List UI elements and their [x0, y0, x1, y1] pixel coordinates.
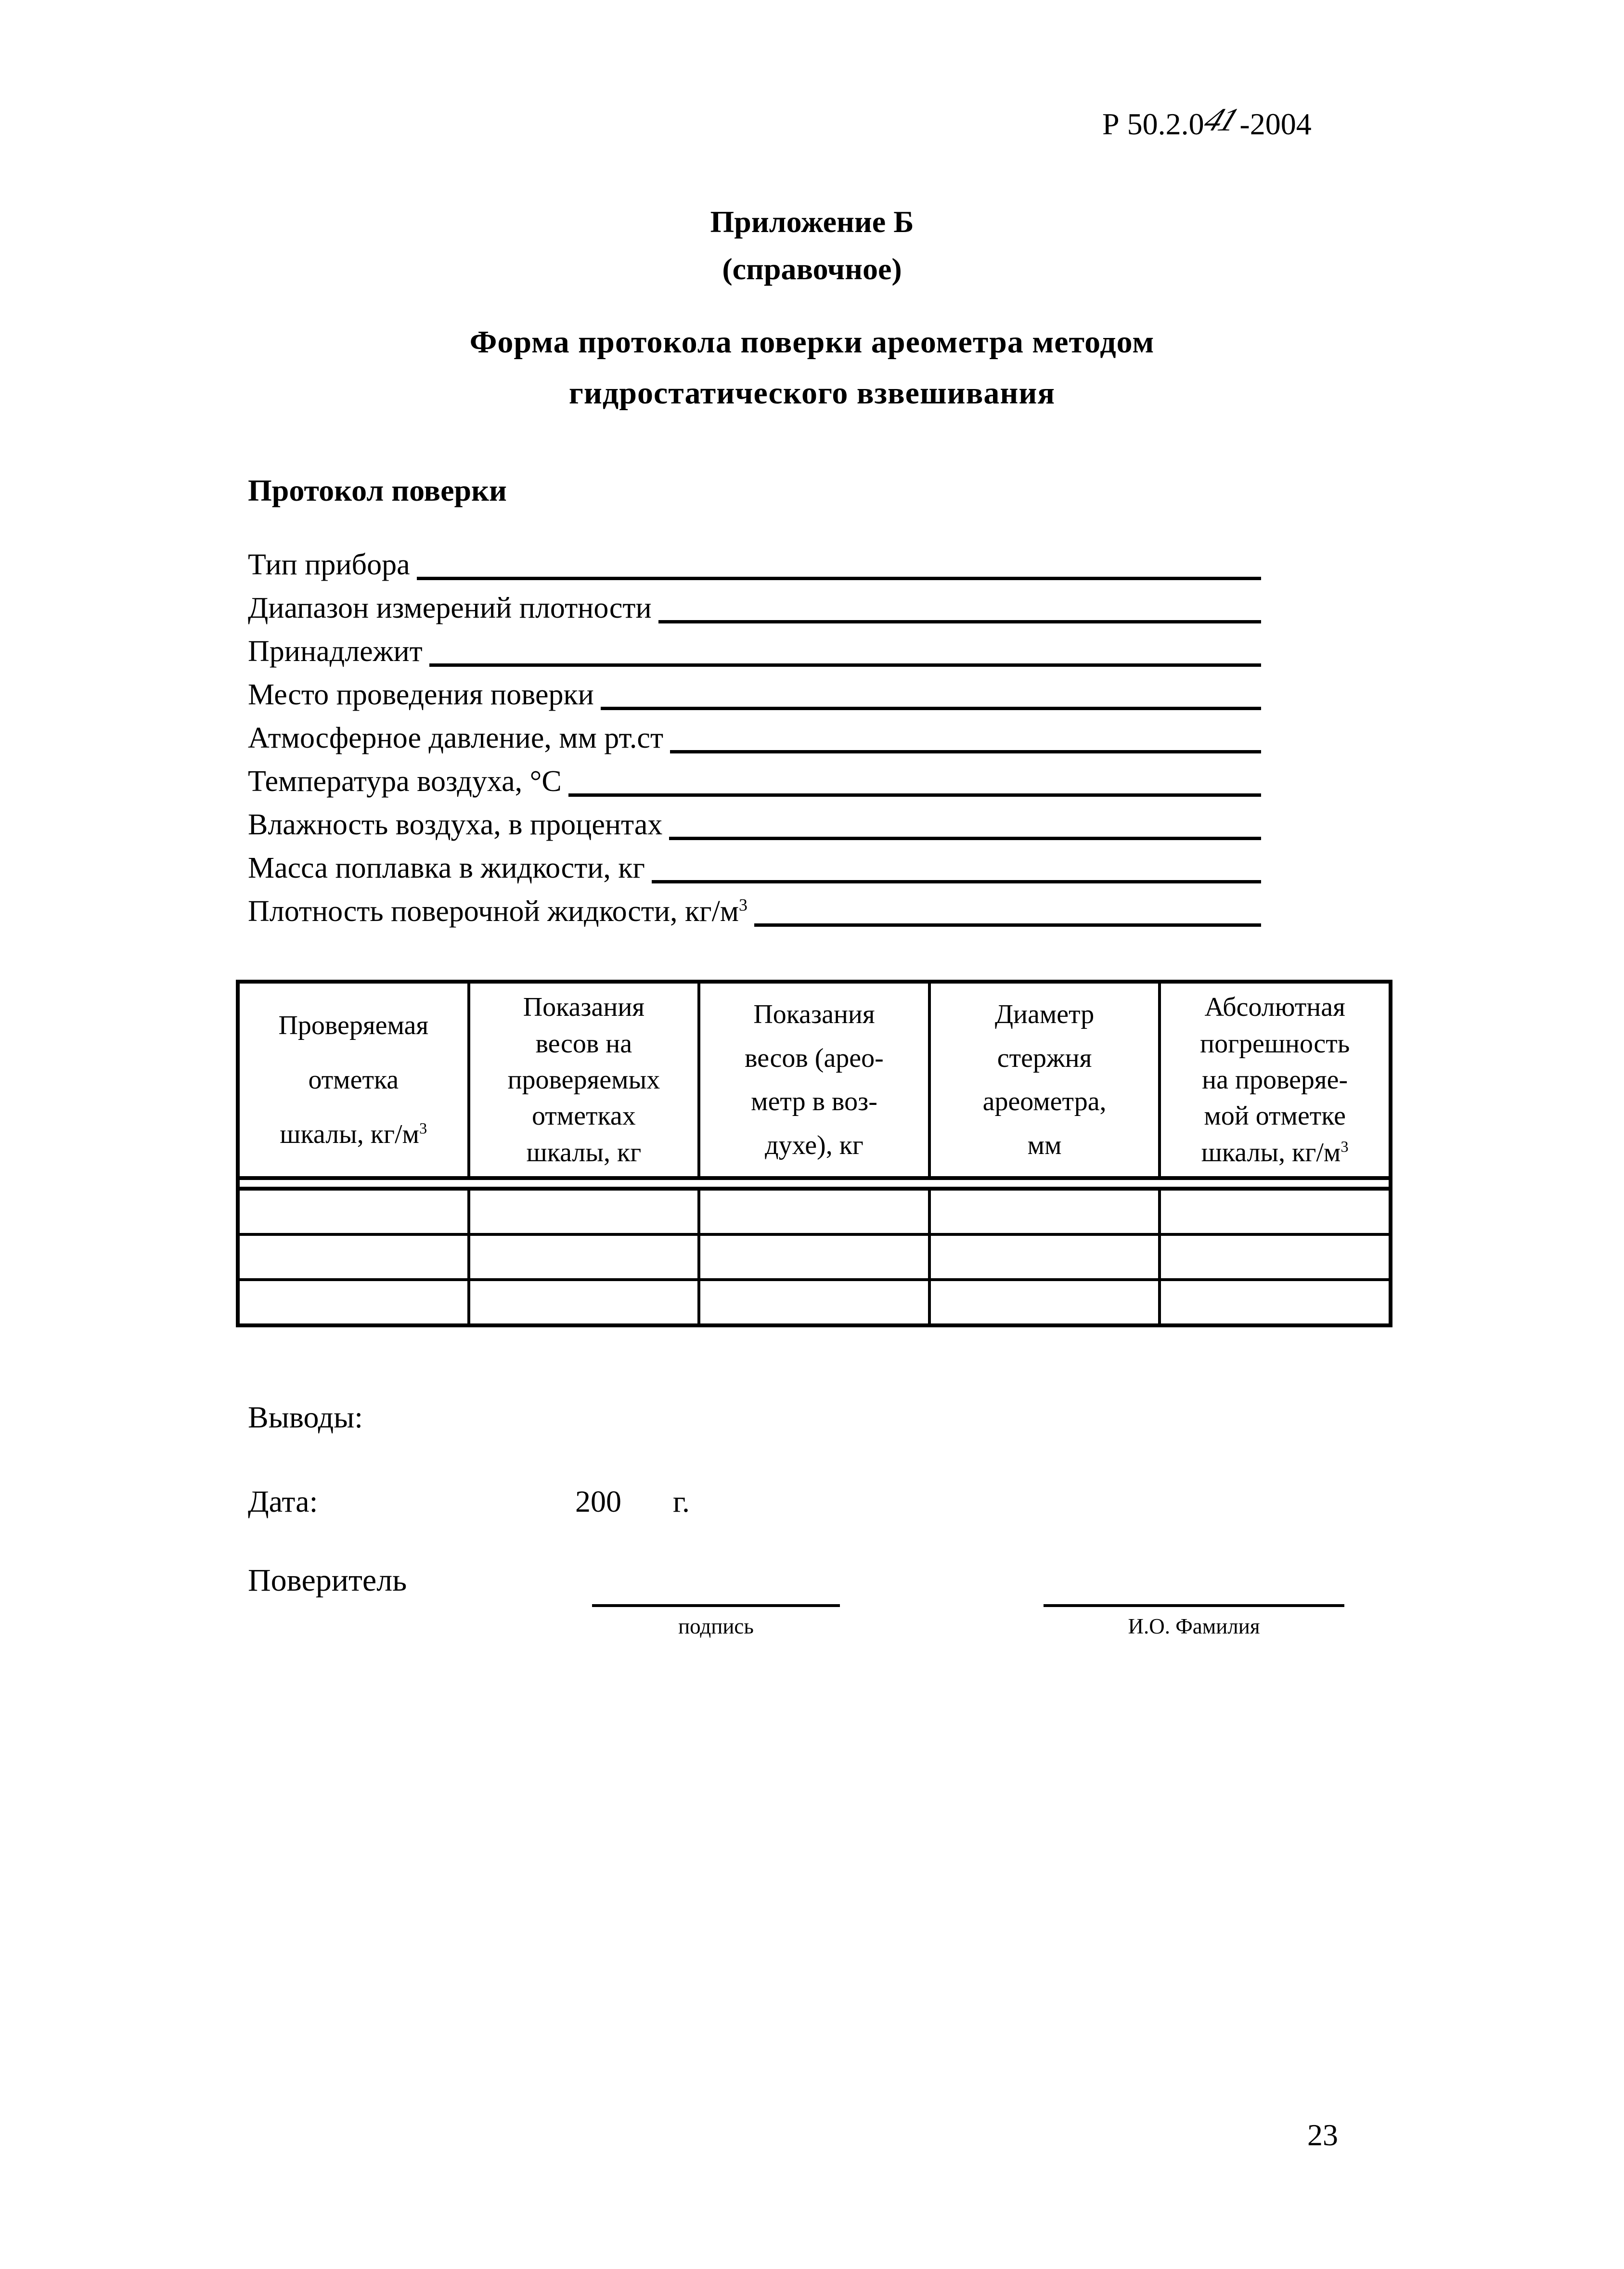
field-label: Место проведения поверки: [248, 678, 594, 711]
table-header-line: весов (арео-: [745, 1043, 884, 1073]
date-label: Дата:: [248, 1484, 318, 1518]
blank-underline: [601, 673, 1261, 710]
superscript: 3: [739, 895, 748, 915]
header-separator: [240, 1176, 1389, 1191]
blank-underline: [652, 846, 1261, 883]
table-header-cell: [931, 984, 1161, 1176]
table-cell: [700, 1191, 931, 1233]
table-row: [240, 1233, 1389, 1278]
table-row: [240, 1191, 1389, 1233]
form-field-row: [248, 803, 1261, 846]
table-header-line: шкалы, $кг/м^3$: [280, 1119, 427, 1149]
table-header-line: ареометра,: [982, 1087, 1107, 1117]
doc-number-prefix: Р 50.2.0: [1102, 107, 1204, 141]
date-year-suffix: г.: [673, 1484, 690, 1518]
name-caption: И.О. Фамилия: [1128, 1614, 1260, 1638]
table-header-cell: [700, 984, 931, 1176]
doc-number: [1102, 102, 1312, 143]
field-label: Масса поплавка в жидкости, кг: [248, 852, 645, 884]
table-cell: [1161, 1281, 1389, 1323]
field-label: Атмосферное давление, мм рт.ст: [248, 722, 664, 754]
table-header-line: шкалы, $кг/м^3$: [1201, 1137, 1349, 1167]
superscript: 3: [419, 1120, 427, 1138]
field-label: Принадлежит: [248, 635, 423, 668]
form-title-line1: Форма протокола поверки ареометра методом: [469, 324, 1155, 360]
table-cell: [1161, 1236, 1389, 1278]
signature-caption: подпись: [678, 1614, 754, 1638]
table-header-line: отметках: [532, 1101, 636, 1131]
table-cell: [470, 1191, 701, 1233]
table-header-cell: [1161, 984, 1389, 1176]
appendix-heading: [0, 198, 1624, 293]
table-header-line: шкалы, кг: [526, 1137, 642, 1167]
field-label: Тип прибора: [248, 548, 410, 581]
table-header-row: [240, 984, 1389, 1176]
table-header-line: Абсолютная: [1204, 992, 1345, 1023]
name-line: [1044, 1604, 1344, 1607]
field-label: Влажность воздуха, в процентах: [248, 808, 663, 841]
appendix-title: Приложение Б: [710, 205, 914, 239]
form-field-row: [248, 673, 1261, 716]
protocol-heading: Протокол поверки: [248, 473, 507, 507]
table-row: [240, 1278, 1389, 1323]
table-cell: [470, 1281, 701, 1323]
table-header-line: Показания: [753, 999, 875, 1030]
blank-underline: [429, 630, 1261, 667]
table-cell: [470, 1236, 701, 1278]
form-field-row: [248, 890, 1261, 933]
table-header-line: на проверяе-: [1202, 1064, 1348, 1095]
blank-underline: [669, 803, 1261, 840]
field-label: Температура воздуха, °С: [248, 765, 562, 798]
table-cell: [931, 1281, 1161, 1323]
table-header-line: Диаметр: [994, 999, 1095, 1030]
field-label: Диапазон измерений плотности: [248, 592, 652, 624]
table-cell: [1161, 1191, 1389, 1233]
table-header-line: отметка: [308, 1065, 399, 1095]
protocol-table: [236, 980, 1392, 1327]
form-title-line2: гидростатического взвешивания: [568, 376, 1056, 411]
table-header-line: Проверяемая: [278, 1011, 429, 1040]
form-field-row: [248, 586, 1261, 630]
blank-underline: [670, 716, 1261, 753]
table-header-cell: [470, 984, 701, 1176]
table-cell: [931, 1191, 1161, 1233]
table-header-line: метр в воз-: [751, 1087, 877, 1117]
superscript: 3: [1340, 1138, 1349, 1155]
form-field-row: [248, 543, 1261, 586]
form-field-row: [248, 716, 1261, 760]
appendix-subtitle: (справочное): [722, 252, 902, 286]
table-cell: [240, 1281, 470, 1323]
table-cell: [240, 1236, 470, 1278]
blank-underline: [417, 543, 1261, 580]
blank-underline: [568, 760, 1261, 797]
table-header-line: мой отметке: [1204, 1101, 1346, 1131]
page-number: 23: [1307, 2118, 1338, 2152]
field-label: Плотность поверочной жидкости, $кг/м^3$: [248, 895, 748, 928]
blank-underline: [658, 586, 1261, 623]
form-field-row: [248, 846, 1261, 890]
table-header-line: духе), кг: [765, 1130, 864, 1160]
table-header-line: Показания: [523, 992, 645, 1023]
date-year: 200: [575, 1484, 621, 1518]
table-header-line: мм: [1027, 1130, 1062, 1160]
form-fields: [248, 543, 1261, 933]
table-header-line: стержня: [997, 1043, 1092, 1073]
table-header-line: погрешность: [1200, 1028, 1350, 1059]
table-header-cell: [240, 984, 470, 1176]
table-cell: [931, 1236, 1161, 1278]
table-cell: [700, 1236, 931, 1278]
table-cell: [240, 1191, 470, 1233]
form-field-row: [248, 760, 1261, 803]
table-header-line: проверяемых: [507, 1064, 660, 1095]
doc-number-handwritten: 41: [1199, 102, 1242, 138]
signature-line: [592, 1604, 840, 1607]
verifier-label: Поверитель: [248, 1563, 407, 1598]
table-header-line: весов на: [535, 1028, 632, 1059]
conclusions-label: Выводы:: [248, 1400, 363, 1434]
blank-underline: [754, 890, 1261, 927]
form-field-row: [248, 630, 1261, 673]
table-cell: [700, 1281, 931, 1323]
doc-number-suffix: -2004: [1239, 107, 1312, 141]
table-body: [240, 1191, 1389, 1323]
form-title: [0, 317, 1624, 419]
